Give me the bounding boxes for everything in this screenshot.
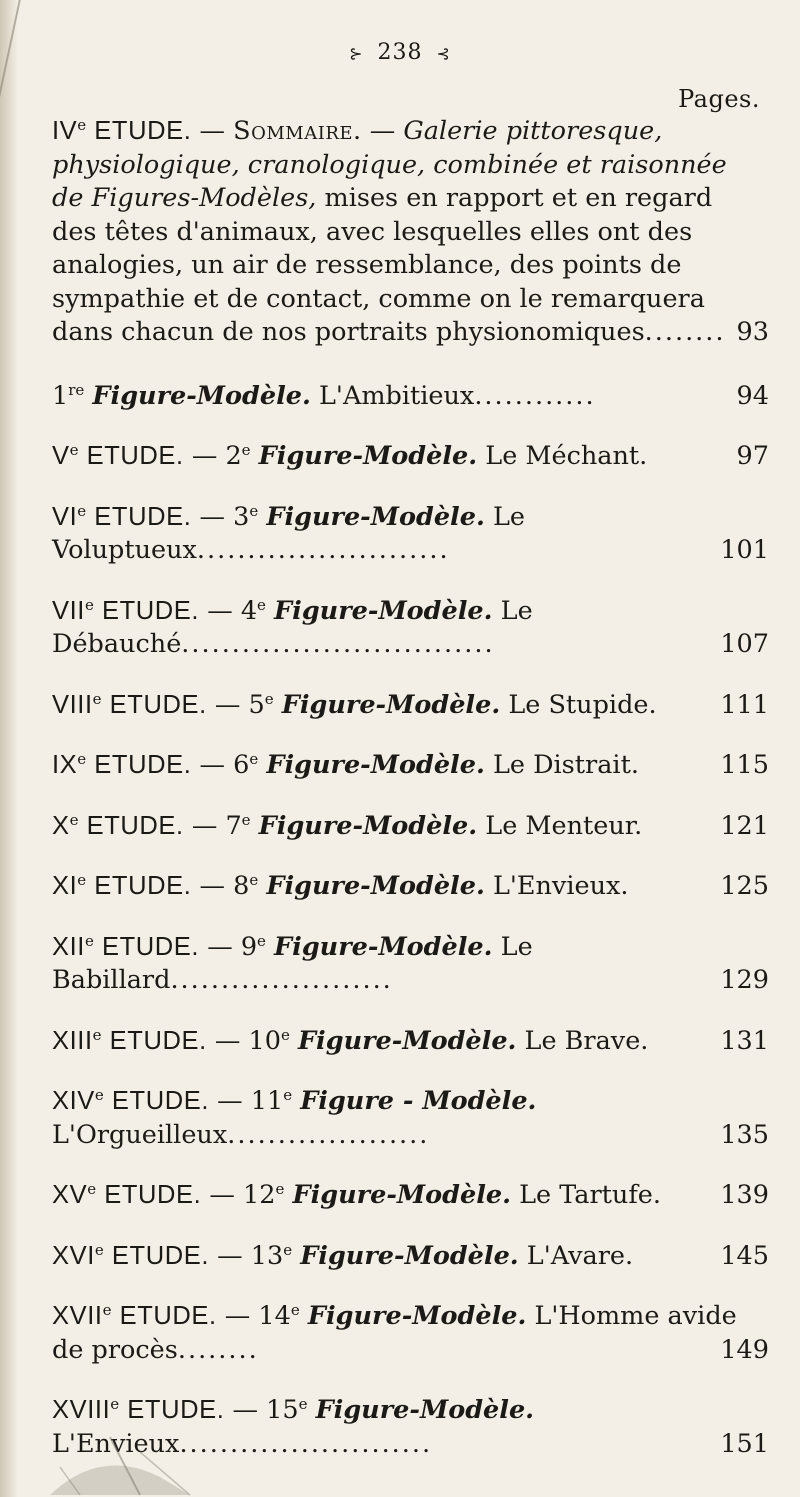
figure-label: Figure-Modèle. — [274, 931, 493, 962]
table-of-contents — [52, 115, 769, 1461]
page-number: 238 — [377, 40, 423, 65]
toc-entry-text: XIe ETUDE. — 8e Figure-Modèle. L'Envieux. — [52, 871, 629, 901]
dot-leader: ...................... — [170, 965, 393, 995]
toc-entry-text: XVIIIe ETUDE. — 15e Figure-Modèle. L'Envieux......................... — [52, 1395, 535, 1459]
toc-page-number: 139 — [720, 1180, 769, 1210]
figure-label: Figure-Modèle. — [292, 1180, 511, 1210]
figure-label: Figure-Modèle. — [266, 501, 485, 532]
sommaire-description: mises en rapport et en regard des têtes d'animaux, avec lesquelles elles ont des analogies, un air de ressemblance, des points de sympathie et de contact, comme on le remarquera dans chacun de nos portraits physionomiques — [52, 183, 713, 347]
toc-entry — [52, 1085, 769, 1152]
toc-entry-text: XIVe ETUDE. — 11e Figure - Modèle. L'Orgueilleux.................... — [52, 1086, 537, 1150]
toc-entry — [52, 1240, 769, 1274]
figure-label: Figure-Modèle. — [307, 1301, 527, 1331]
toc-entry — [52, 595, 769, 662]
figure-label: Figure-Modèle. — [258, 810, 478, 841]
toc-entry-text: IVe ETUDE. — Sommaire. — Galerie pittoresque, physiologique, cranologique, combinée et raisonnée de Figures-Modèles, mises en rapport et en regard des têtes d'animaux, avec lesquelles elles ont des analogies, un air de ressemblance, des points de sympathie et de contact, comme on le remarquera dans chacun de nos portraits physionomiques........ — [52, 116, 727, 347]
etude-label: ETUDE. — [94, 117, 192, 145]
toc-entry — [52, 380, 769, 414]
toc-entry — [52, 1025, 769, 1059]
toc-entry-text: VIIe ETUDE. — 4e Figure-Modèle. Le Débauché............................... — [52, 595, 533, 659]
page-edge-shadow — [0, 0, 18, 1497]
toc-entry — [52, 440, 769, 474]
dot-leader: .................... — [227, 1119, 430, 1150]
dot-leader: ............................... — [181, 629, 495, 659]
toc-entry-text: VIe ETUDE. — 3e Figure-Modèle. Le Voluptueux......................... — [52, 501, 525, 565]
toc-entry — [52, 689, 769, 723]
figure-label: Figure-Modèle. — [266, 871, 485, 901]
toc-entry-text: 1re Figure-Modèle. L'Ambitieux............ — [52, 380, 596, 411]
sommaire-italic-title: Galerie pittoresque, physiologique, cranologique, combinée et raisonnée de Figures-Modèles, — [52, 116, 727, 213]
toc-page-number: 135 — [720, 1119, 769, 1150]
ornament-left: ⊱ — [349, 44, 364, 63]
corner-stamp-mark — [40, 1407, 230, 1497]
toc-entry — [52, 931, 769, 998]
figure-label: Figure-Modèle. — [300, 1240, 519, 1271]
dot-leader: ........ — [177, 1334, 259, 1365]
toc-page-number: 111 — [720, 689, 769, 720]
toc-entry — [52, 749, 769, 783]
figure-name: Le Distrait. — [492, 750, 639, 780]
toc-entry-text: VIIIe ETUDE. — 5e Figure-Modèle. Le Stupide. — [52, 689, 657, 720]
figure-name: Le Débauché — [52, 595, 533, 659]
dot-leader: ............ — [474, 380, 596, 411]
toc-page-number: 94 — [736, 380, 769, 411]
toc-entry — [52, 810, 769, 844]
toc-page-number: 151 — [720, 1428, 769, 1459]
figure-label: Figure-Modèle. — [315, 1395, 535, 1425]
figure-name: L'Envieux. — [492, 871, 629, 901]
toc-entry — [52, 115, 769, 350]
dot-leader: ........ — [644, 317, 726, 347]
toc-entry-text: XVe ETUDE. — 12e Figure-Modèle. Le Tartufe. — [52, 1180, 661, 1210]
figure-name: Le Brave. — [524, 1025, 649, 1056]
figure-label: Figure-Modèle. — [258, 441, 478, 471]
toc-page-number: 97 — [736, 441, 769, 471]
figure-label: Figure - Modèle. — [300, 1086, 537, 1116]
toc-page-number: 131 — [720, 1025, 769, 1056]
toc-entry-text: IXe ETUDE. — 6e Figure-Modèle. Le Distrait. — [52, 750, 639, 780]
toc-page-number: 145 — [720, 1240, 769, 1271]
figure-name: Le Menteur. — [485, 810, 643, 841]
toc-page-number: 93 — [736, 317, 769, 347]
toc-entry-text: XVIIe ETUDE. — 14e Figure-Modèle. L'Homme avide de procès........ — [52, 1301, 737, 1365]
figure-name: Le Stupide. — [508, 689, 657, 720]
toc-page-number: 125 — [720, 871, 769, 901]
toc-page-number: 149 — [720, 1334, 769, 1365]
toc-entry — [52, 501, 769, 568]
toc-page-number: 107 — [720, 629, 769, 659]
figure-name: Le Voluptueux — [52, 501, 525, 565]
figure-label: Figure-Modèle. — [297, 1025, 517, 1056]
toc-entry-text: XIIe ETUDE. — 9e Figure-Modèle. Le Babillard...................... — [52, 931, 533, 995]
toc-entry — [52, 1179, 769, 1213]
figure-name: L'Envieux — [52, 1428, 180, 1459]
toc-page-number: 115 — [720, 750, 769, 780]
figure-name: Le Méchant. — [485, 441, 648, 471]
running-header — [0, 40, 800, 65]
figure-name: Le Babillard — [52, 931, 533, 995]
toc-entry-text: Xe ETUDE. — 7e Figure-Modèle. Le Menteur. — [52, 810, 643, 841]
figure-name: L'Orgueilleux — [52, 1119, 228, 1150]
toc-entry-text: Ve ETUDE. — 2e Figure-Modèle. Le Méchant. — [52, 441, 648, 471]
toc-page-number: 101 — [720, 535, 769, 565]
toc-entry-text: XVIe ETUDE. — 13e Figure-Modèle. L'Avare. — [52, 1240, 634, 1271]
figure-label: Figure-Modèle. — [281, 689, 501, 720]
toc-entry-text: XIIIe ETUDE. — 10e Figure-Modèle. Le Brave. — [52, 1025, 649, 1056]
ornament-right: ⊰ — [436, 44, 451, 63]
toc-entry — [52, 1300, 769, 1367]
pages-column-label: Pages. — [678, 85, 760, 113]
toc-page-number: 129 — [720, 965, 769, 995]
figure-label: Figure-Modèle. — [274, 595, 493, 626]
figure-name: L'Avare. — [526, 1240, 634, 1271]
dot-leader: ......................... — [196, 535, 450, 565]
figure-label: Figure-Modèle. — [92, 380, 311, 411]
sommaire-label: Sommaire. — [233, 116, 362, 146]
figure-name: L'Homme avide de procès — [52, 1301, 737, 1365]
figure-name: L'Ambitieux — [319, 380, 475, 411]
dot-leader: ......................... — [179, 1428, 433, 1459]
etude-roman: IV — [52, 117, 78, 145]
figure-name: Le Tartufe. — [519, 1180, 661, 1210]
toc-entry — [52, 870, 769, 904]
figure-label: Figure-Modèle. — [266, 750, 485, 780]
toc-page-number: 121 — [720, 810, 769, 841]
